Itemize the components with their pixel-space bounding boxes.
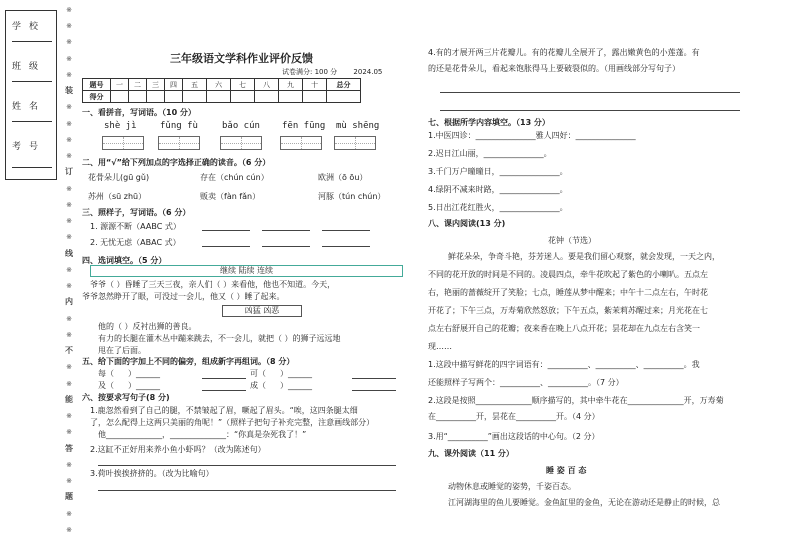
answer-line[interactable] — [440, 110, 740, 111]
radical-item[interactable]: ）______ — [128, 369, 160, 378]
reading2-para-2: 江河湖海里的鱼儿要睡觉。金鱼缸里的金鱼，无论在游动还是静止的时候，总 — [448, 498, 720, 507]
word-choice-2: 凶猛 凶恶 — [244, 306, 280, 315]
seal-char: ※ — [66, 412, 72, 421]
seal-char: ※ — [66, 135, 72, 144]
word-choice-1: 继续 陆续 连续 — [219, 266, 274, 275]
seal-char: ※ — [66, 217, 72, 226]
q4-line1: 4.有的才展开两三片花瓣儿。有的花瓣儿全展开了，露出嫩黄色的小莲蓬。有 — [428, 48, 700, 57]
character-writing-grid[interactable] — [334, 136, 376, 150]
seal-char: ※ — [66, 460, 72, 469]
score-table-header-cell: 七 — [231, 79, 255, 91]
pinyin-label: fǔng fù — [160, 121, 198, 131]
q4-line2: 的还是花骨朵儿，看起来饱胀得马上要破裂似的。（用画线部分写句子） — [428, 64, 680, 73]
seal-char: 内 — [65, 297, 73, 307]
seal-char: 不 — [65, 346, 73, 356]
exam-date: 2024.05 — [353, 68, 383, 76]
reading-title-1: 花钟（节选） — [548, 236, 596, 245]
fill-item-2: 2.迟日江山丽，_______________。 — [428, 149, 552, 158]
score-table-header-cell: 总分 — [327, 79, 361, 91]
seal-char: ※ — [66, 103, 72, 112]
student-info-box — [5, 10, 57, 180]
character-writing-grid[interactable] — [280, 136, 322, 150]
score-cell[interactable] — [207, 91, 231, 103]
exam-no-label: 考号 — [12, 142, 47, 152]
score-cell[interactable] — [183, 91, 207, 103]
answer-line[interactable] — [352, 378, 396, 379]
fill-item-4: 4.绿阴不减来时路，_______________。 — [428, 185, 568, 194]
reading-q3: 3.用“__________”画出这段话的中心句。（2 分） — [428, 432, 600, 441]
score-cell[interactable] — [255, 91, 279, 103]
rewrite-q1-line3: 他______________，______________：“你真是杂死我了！” — [98, 430, 307, 439]
score-cell[interactable] — [279, 91, 303, 103]
score-table-header-cell: 题号 — [83, 79, 111, 91]
seal-char: ※ — [66, 38, 72, 47]
word-blank[interactable] — [322, 230, 370, 231]
reading-para-line: 不同的花开放的时间是不同的。凌晨四点，牵牛花吹起了紫色的小喇叭。五点左 — [428, 270, 708, 279]
reading-para-line: 开花了；下午三点，万寿菊欣然怒放；下午五点，紫茉莉苏醒过来；月光花在七 — [428, 306, 708, 315]
word-blank[interactable] — [202, 230, 250, 231]
reading-para-line: 点左右舒展开自己的花瓣；夜来香在晚上八点开花；昙花却在九点左右含笑一 — [428, 324, 700, 333]
score-table-header-cell: 九 — [279, 79, 303, 91]
radical-item[interactable]: ）______ — [280, 369, 312, 378]
word-pattern-2: 2. 无忧无虑（ABAC 式） — [90, 238, 181, 247]
reading-q2-line2: 在__________开，昙花在__________开。（4 分） — [428, 412, 600, 421]
seal-char: ※ — [66, 363, 72, 372]
word-blank[interactable] — [262, 230, 310, 231]
seal-char: ※ — [66, 152, 72, 161]
seal-char: ※ — [66, 200, 72, 209]
exam-no-field[interactable] — [12, 167, 52, 168]
section-2-heading: 二、用“√”给下列加点的字选择正确的读音。（6 分） — [82, 158, 271, 167]
seal-char: 答 — [65, 443, 73, 453]
seal-char: ※ — [66, 428, 72, 437]
seal-char: ※ — [66, 119, 72, 128]
seal-char: ※ — [66, 184, 72, 193]
seal-char: ※ — [66, 525, 72, 534]
reading-q1-line1: 1.这段中描写鲜花的四字词语有：__________、__________、__________。我 — [428, 360, 700, 369]
character-writing-grid[interactable] — [220, 136, 262, 150]
word-choice-box-2 — [222, 305, 302, 317]
seal-char: ※ — [66, 330, 72, 339]
seal-char: ※ — [66, 477, 72, 486]
pronounce-item-4[interactable]: 苏州（sū zhū） — [88, 192, 147, 201]
reading-para-line: 右，艳丽的蔷薇绽开了笑脸；七点，睡莲从梦中醒来；中午十二点左右，午时花 — [428, 288, 708, 297]
fill-item-1: 1.中医四诊：_______________雅人四好：_______________ — [428, 131, 636, 140]
pinyin-label: fēn fūng — [282, 121, 326, 131]
fill-sentence-5: 甩在了后面。 — [98, 346, 146, 355]
score-table-header-cell: 三 — [147, 79, 165, 91]
seal-char: ※ — [66, 6, 72, 14]
seal-char: ※ — [66, 22, 72, 31]
reading-para-line: 鲜花朵朵，争奇斗艳，芬芳迷人。要是我们留心观察，就会发现，一天之内， — [448, 252, 720, 261]
section-7-heading: 七、根据所学内容填空。（13 分） — [428, 118, 550, 127]
score-table-row-label: 得分 — [83, 91, 111, 103]
full-score: 试卷满分: 100 分 — [282, 68, 338, 76]
seal-char: 题 — [65, 492, 73, 502]
school-label: 学校 — [12, 22, 47, 32]
word-blank[interactable] — [262, 246, 310, 247]
word-blank[interactable] — [202, 246, 250, 247]
score-cell[interactable] — [165, 91, 183, 103]
score-cell[interactable] — [129, 91, 147, 103]
pronounce-item-3[interactable]: 欧洲（ō ōu） — [318, 173, 368, 182]
radical-item: 及（ — [98, 381, 114, 390]
seal-char: 装 — [65, 86, 73, 96]
pinyin-label: mù shēng — [336, 121, 380, 131]
class-field[interactable] — [12, 81, 52, 82]
radical-item: 成（ — [250, 381, 266, 390]
pinyin-label: bǎo cún — [222, 121, 260, 131]
seal-char: ※ — [66, 233, 72, 242]
pronounce-item-6[interactable]: 河豚（tún chún） — [318, 192, 386, 201]
pinyin-label: shè jì — [104, 121, 137, 131]
seal-char: 能 — [65, 394, 73, 404]
seal-char: 订 — [65, 167, 73, 177]
seal-char: ※ — [66, 54, 72, 63]
school-field[interactable] — [12, 41, 52, 42]
seal-char: ※ — [66, 314, 72, 323]
answer-line[interactable] — [98, 465, 396, 466]
answer-line[interactable] — [440, 92, 740, 93]
section-3-heading: 三、照样子，写词语。（6 分） — [82, 208, 191, 217]
fill-sentence-2: 爷爷忽然睁开了眼，可没过一会儿，他又（ ）睡了起来。 — [82, 292, 285, 301]
rewrite-q1-line2: 了，怎么配得上这两只美丽的角呢！”（照样子把句子补充完整，注意画线部分） — [90, 418, 375, 427]
score-table-header-cell: 五 — [183, 79, 207, 91]
reading-para-line: 现…… — [428, 342, 452, 351]
reading-q1-line2: 还能照样子写两个：__________、__________。（7 分） — [428, 378, 624, 387]
score-table-header-cell: 四 — [165, 79, 183, 91]
radical-item[interactable]: ）______ — [280, 381, 312, 390]
section-6-heading: 六、按要求写句子(8 分) — [82, 393, 170, 402]
score-table-header-row — [83, 79, 361, 91]
score-table-header-cell: 六 — [207, 79, 231, 91]
answer-line[interactable] — [98, 490, 396, 491]
seal-char: ※ — [66, 70, 72, 79]
radical-item: 每（ — [98, 369, 114, 378]
answer-line[interactable] — [352, 390, 396, 391]
rewrite-q2: 2.这缸不正好用来养小鱼小虾吗？（改为陈述句） — [90, 445, 266, 454]
score-table-header-cell: 二 — [129, 79, 147, 91]
rewrite-q1-line1: 1.鹿忽然看到了自己的腿，不禁皱起了眉，噘起了眉头。“唉，这四条腿太细 — [90, 406, 358, 415]
score-table-header-cell: 十 — [303, 79, 327, 91]
page-title: 三年级语文学科作业评价反馈 — [170, 52, 313, 65]
seal-char: ※ — [66, 379, 72, 388]
reading-q2-line1: 2.这段是按照______________顺序描写的，其中牵牛花在______________开，万寿菊 — [428, 396, 724, 405]
exam-meta — [282, 67, 382, 77]
reading-title-2: 睡 姿 百 态 — [546, 466, 587, 475]
section-1-heading: 一、看拼音，写词语。（10 分） — [82, 108, 196, 117]
section-4-heading: 四、选词填空。（5 分） — [82, 256, 167, 265]
score-cell[interactable] — [231, 91, 255, 103]
character-writing-grid[interactable] — [102, 136, 144, 150]
section-8-heading: 八、课内阅读(13 分) — [428, 219, 506, 228]
pronounce-item-2[interactable]: 存在（chún cún） — [200, 173, 269, 182]
fill-sentence-1: 爷爷（ ）昏睡了三天三夜，亲人们（ ）来看他，他也不知道。今天， — [90, 280, 336, 289]
score-table-header-cell: 八 — [255, 79, 279, 91]
fill-item-5: 5.日出江花红胜火，_______________。 — [428, 203, 568, 212]
score-cell[interactable] — [147, 91, 165, 103]
name-field[interactable] — [12, 121, 52, 122]
character-writing-grid[interactable] — [158, 136, 200, 150]
fill-item-3: 3.千门万户曈曈日，_______________。 — [428, 167, 568, 176]
score-cell[interactable] — [303, 91, 327, 103]
score-table-header-cell: 一 — [111, 79, 129, 91]
answer-line[interactable] — [202, 390, 246, 391]
seal-char: ※ — [66, 509, 72, 518]
radical-item[interactable]: ）______ — [128, 381, 160, 390]
score-table — [82, 78, 361, 103]
section-5-heading: 五、给下面的字加上不同的偏旁，组成新字再组词。（8 分） — [82, 357, 295, 366]
score-cell[interactable] — [327, 91, 361, 103]
seal-char: 线 — [65, 248, 73, 258]
reading2-para-1: 动物休息或睡觉的姿势，千姿百态。 — [448, 482, 576, 491]
name-label: 姓名 — [12, 102, 47, 112]
score-cell[interactable] — [111, 91, 129, 103]
class-label: 班级 — [12, 62, 47, 72]
word-pattern-1: 1. 源源不断（AABC 式） — [90, 222, 181, 231]
pronounce-item-1[interactable]: 花骨朵儿(gū gǔ) — [88, 173, 150, 182]
score-table-score-row — [83, 91, 361, 103]
word-choice-box-1 — [90, 265, 403, 277]
fill-sentence-3: 他的（ ）反衬出狮的善良。 — [98, 322, 197, 331]
seal-line — [64, 6, 74, 556]
seal-char: ※ — [66, 282, 72, 291]
section-9-heading: 九、课外阅读（11 分） — [428, 449, 514, 458]
pronounce-item-5[interactable]: 贩卖（fàn fǎn） — [200, 192, 261, 201]
radical-item: 可（ — [250, 369, 266, 378]
seal-char: ※ — [66, 265, 72, 274]
fill-sentence-4: 有力的长腿在灌木丛中蹦来跳去，不一会儿，就把（ ）的狮子远远地 — [98, 334, 341, 343]
answer-line[interactable] — [202, 378, 246, 379]
word-blank[interactable] — [322, 246, 370, 247]
rewrite-q3: 3.荷叶挨挨挤挤的。（改为比喻句） — [90, 469, 214, 478]
